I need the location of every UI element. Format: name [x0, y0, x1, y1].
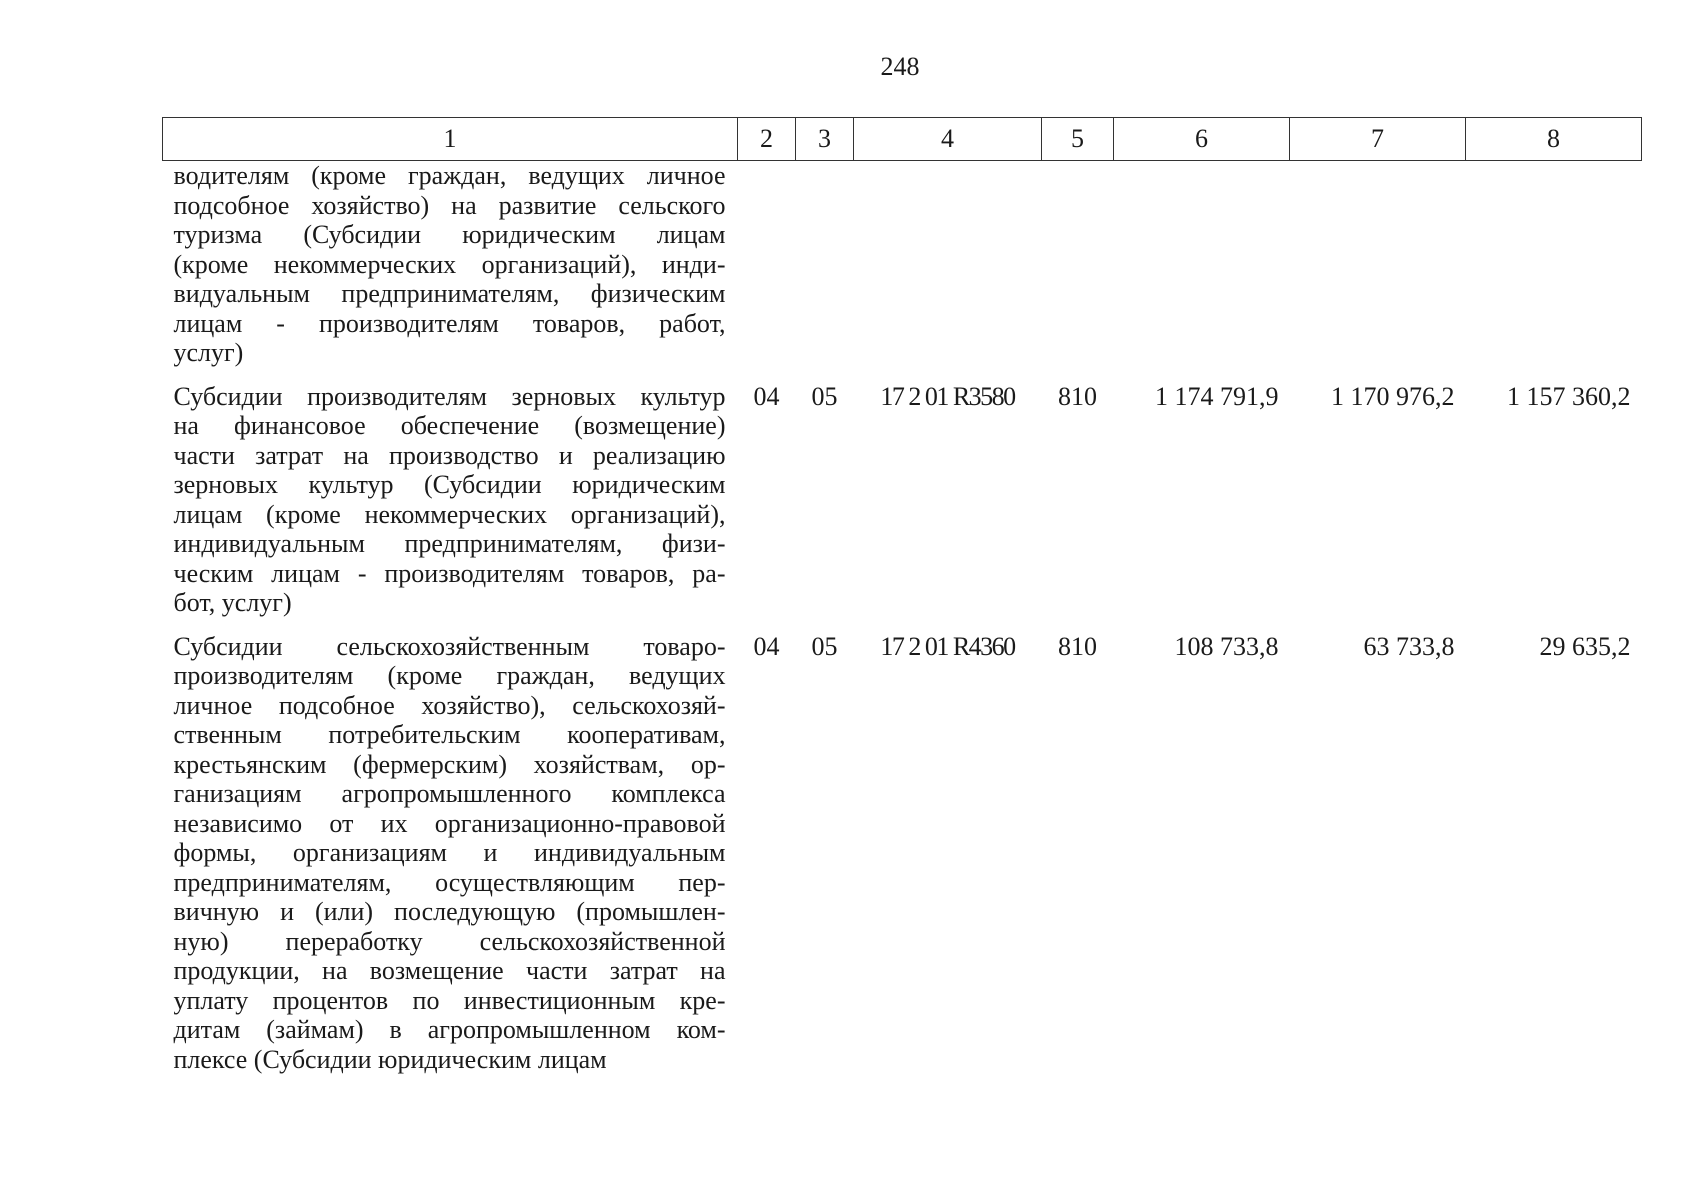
amount-year-1-cell: 108 733,8	[1174, 631, 1279, 661]
table-header-row	[163, 118, 1642, 161]
section-cell	[738, 161, 796, 368]
description-line: (кроме некоммерческих организаций), инди-	[173, 249, 726, 279]
expense-type-cell: 810	[1058, 631, 1097, 661]
col-header-4: 4	[854, 118, 1042, 161]
description-cell	[163, 632, 738, 1075]
budget-table	[162, 117, 1642, 1074]
description-line: Субсидии производителям зерновых культур	[173, 381, 726, 411]
description-line: производителям (кроме граждан, ведущих	[173, 661, 726, 690]
description-line: крестьянским (фермерским) хозяйствам, ор-	[173, 749, 726, 779]
description-line: вичную и (или) последующую (промышлен-	[173, 897, 726, 926]
description-line: лицам - производителям товаров, работ,	[173, 308, 726, 338]
description-line: Субсидии сельскохозяйственным товаро-	[173, 631, 726, 661]
col-header-6: 6	[1114, 118, 1290, 161]
section-cell: 04	[753, 381, 780, 411]
description-line: уплату процентов по инвестиционным кре-	[173, 985, 726, 1015]
table-row	[163, 382, 1642, 618]
col-header-1: 1	[163, 118, 738, 161]
description-line: предпринимателям, осуществляющим пер-	[173, 867, 726, 897]
description-cell	[163, 382, 738, 618]
col-header-3: 3	[796, 118, 854, 161]
col-header-5: 5	[1042, 118, 1114, 161]
description-line: зерновых культур (Субсидии юридическим	[173, 470, 726, 499]
description-cell	[163, 161, 738, 368]
col-header-2: 2	[738, 118, 796, 161]
expense-type-cell: 810	[1058, 381, 1097, 411]
description-line: плексе (Субсидии юридическим лицам	[173, 1044, 607, 1074]
col-header-7: 7	[1290, 118, 1466, 161]
description-line: ганизациям агропромышленного комплекса	[173, 779, 726, 808]
description-line: лицам (кроме некоммерческих организаций),	[173, 499, 726, 529]
amount-year-3-cell	[1466, 161, 1642, 368]
description-line: формы, организациям и индивидуальным	[173, 838, 726, 867]
section-cell: 04	[753, 631, 780, 661]
description-line: туризма (Субсидии юридическим лицам	[173, 220, 726, 249]
amount-year-1-cell	[1114, 161, 1290, 368]
table-row	[163, 161, 1642, 368]
target-code-cell	[854, 161, 1042, 368]
description-line: части затрат на производство и реализацию	[173, 440, 726, 470]
amount-year-2-cell	[1290, 161, 1466, 368]
target-code-cell: 17 2 01 R3580	[880, 381, 1015, 411]
description-line: независимо от их организационно-правовой	[173, 808, 726, 838]
description-line: видуальным предпринимателям, физическим	[173, 279, 726, 308]
description-line: на финансовое обеспечение (возмещение)	[173, 411, 726, 440]
subsection-cell: 05	[811, 631, 838, 661]
description-line: ную) переработку сельскохозяйственной	[173, 926, 726, 956]
amount-year-2-cell: 1 170 976,2	[1331, 381, 1455, 411]
amount-year-1-cell: 1 174 791,9	[1155, 381, 1279, 411]
amount-year-3-cell: 29 635,2	[1539, 631, 1631, 661]
table-row	[163, 632, 1642, 1075]
amount-year-3-cell: 1 157 360,2	[1507, 381, 1631, 411]
description-line: дитам (займам) в агропромышленном ком-	[173, 1015, 726, 1044]
table-body	[163, 161, 1642, 1075]
subsection-cell: 05	[811, 381, 838, 411]
row-spacer	[163, 618, 1642, 632]
description-line: услуг)	[173, 338, 244, 367]
description-line: продукции, на возмещение части затрат на	[173, 956, 726, 985]
description-line: индивидуальным предпринимателям, физи-	[173, 529, 726, 558]
description-line: подсобное хозяйство) на развитие сельского	[173, 190, 726, 220]
description-line: бот, услуг)	[173, 588, 292, 617]
description-line: ственным потребительским кооперативам,	[173, 720, 726, 749]
expense-type-cell	[1042, 161, 1114, 368]
amount-year-2-cell: 63 733,8	[1363, 631, 1455, 661]
subsection-cell	[796, 161, 854, 368]
row-spacer	[163, 368, 1642, 382]
description-line: ческим лицам - производителям товаров, ра-	[173, 558, 726, 588]
target-code-cell: 17 2 01 R4360	[880, 631, 1015, 661]
col-header-8: 8	[1466, 118, 1642, 161]
description-line: личное подсобное хозяйство), сельскохозяй-	[173, 690, 726, 720]
description-line: водителям (кроме граждан, ведущих личное	[173, 161, 726, 190]
page-number: 248	[880, 52, 920, 81]
